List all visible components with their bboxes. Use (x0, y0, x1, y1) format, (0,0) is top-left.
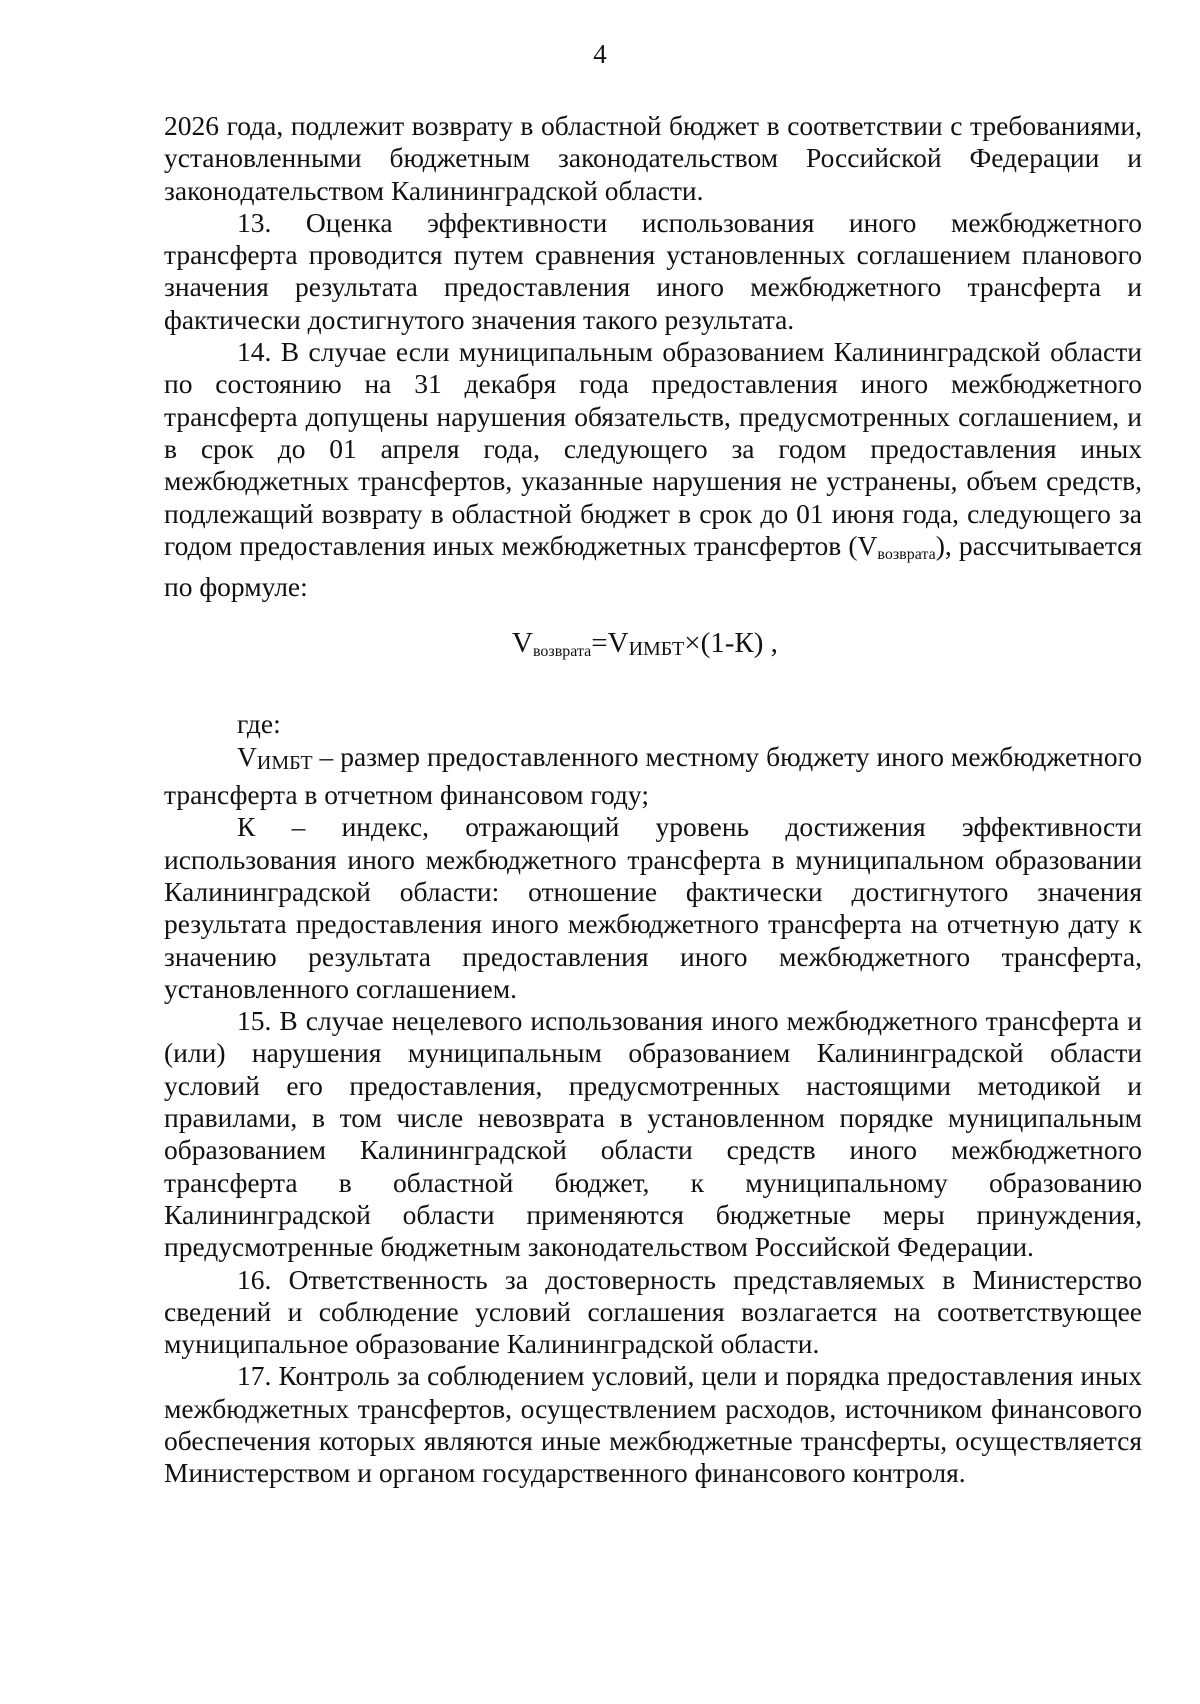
paragraph-14-close: ), рассчитывается по формуле: (164, 529, 1142, 603)
definition-imbt (164, 741, 1142, 812)
definition-imbt-subscript: ИМБТ (256, 751, 313, 774)
definition-k: К – индекс, отражающий уровень достижения эффективности использования иного межбюджетного трансферта в муниципальном образовании Калининградской области: отношение фактически достигнутого значения результата предоставления иного межбюджетного трансферта на отчетную дату к значению результата предоставления иного межбюджетного трансферта, установленного соглашением. (164, 811, 1142, 1004)
definition-imbt-symbol: V (237, 740, 257, 772)
formula-rest: ×(1-К) , (684, 627, 778, 660)
paragraph-17: 17. Контроль за соблюдением условий, цели и порядка предоставления иных межбюджетных трансфертов, осуществлением расходов, источником финансового обеспечения которых являются иные межбюджетные трансферты, осуществляется Министерством и органом государственного финансового контроля. (164, 1360, 1142, 1489)
formula-v-subscript: возврата (532, 643, 592, 661)
document-body (164, 110, 1142, 1490)
where-label: где: (237, 708, 281, 740)
paragraph-15: 15. В случае нецелевого использования иного межбюджетного трансферта и (или) нарушения муниципальным образованием Калининградской области условий его предоставления, предусмотренных настоящими методикой и правилами, в том числе невозврата в установленном порядке муниципальным образованием Калининградской области средств иного межбюджетного трансферта в областной бюджет, к муниципальному образованию Калининградской области применяются бюджетные меры принуждения, предусмотренные бюджетным законодательством Российской Федерации. (164, 1005, 1142, 1263)
return-formula (164, 625, 1142, 670)
formula-equals: =V (591, 627, 629, 660)
paragraph-14-open: (V (848, 529, 878, 561)
paragraph-13: 13. Оценка эффективности использования иного межбюджетного трансферта проводится путем сравнения установленных соглашением планового значения результата предоставления иного межбюджетного трансферта и фактически достигнутого значения такого результата. (164, 206, 1142, 335)
page-number: 4 (593, 39, 607, 69)
paragraph-16: 16. Ответственность за достоверность представляемых в Министерство сведений и соблюдение условий соглашения возлагается на соответствующее муниципальное образование Калининградской области. (164, 1263, 1142, 1360)
paragraph-14 (164, 336, 1142, 603)
formula-imbt-subscript: ИМБТ (628, 638, 685, 661)
definition-imbt-text: – размер предоставленного местному бюджету иного межбюджетного трансферта в отчетном финансовом году; (164, 740, 1142, 811)
formula-v: V (512, 627, 533, 660)
paragraph-14-subscript: возврата (877, 545, 936, 563)
paragraph-14-text: 14. В случае если муниципальным образованием Калининградской области по состоянию на 31 декабря года предоставления иного межбюджетного трансферта допущены нарушения обязательств, предусмотренных соглашением, и в срок до 01 апреля года, следующего за годом предоставления иных межбюджетных трансфертов, указанные нарушения не устранены, объем средств, подлежащий возврату в областной бюджет в срок до 01 июня года, следующего за годом предоставления иных межбюджетных трансфертов (164, 336, 1142, 561)
paragraph-12-continuation: 2026 года, подлежит возврату в областной бюджет в соответствии с требованиями, установленными бюджетным законодательством Российской Федерации и законодательством Калининградской области. (164, 110, 1142, 206)
